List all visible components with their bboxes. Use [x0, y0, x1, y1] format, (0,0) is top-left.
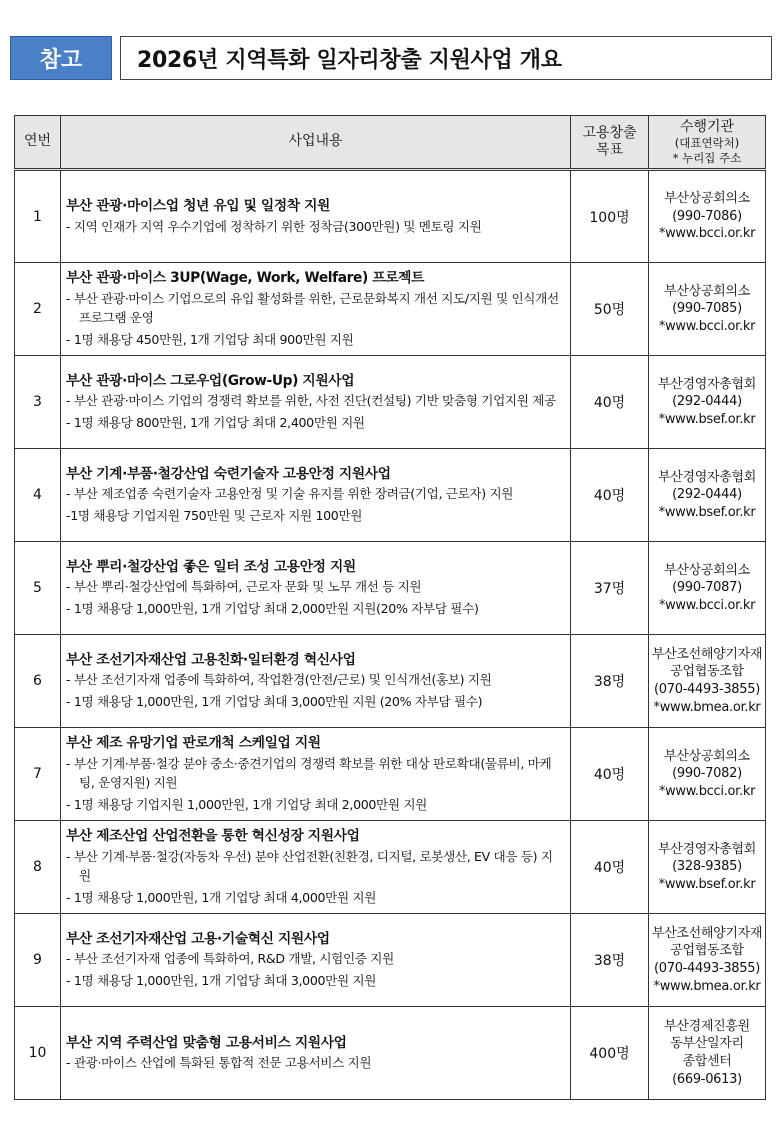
- table-row: [15, 542, 766, 635]
- agency-info-line: (990-7086): [672, 208, 742, 224]
- employment-goal: 40명: [571, 449, 649, 542]
- agency-info-line: *www.bcci.or.kr: [658, 597, 756, 613]
- program-detail: - 부산 제조업종 숙련기술자 고용안정 및 기술 유지를 위한 장려금(기업, 근로자) 지원: [66, 486, 514, 502]
- agency-info-line: 부산상공회의소: [664, 562, 750, 578]
- employment-goal: 400명: [571, 1007, 649, 1100]
- row-number: 10: [15, 1007, 61, 1100]
- agency-info-line: *www.bmea.or.kr: [653, 699, 761, 715]
- row-number: 8: [15, 821, 61, 914]
- row-description: [61, 821, 571, 914]
- employment-goal: 38명: [571, 635, 649, 728]
- header-goal-line2: 목표: [595, 142, 624, 158]
- program-detail: - 부산 조선기자재 업종에 특화하여, 작업환경(안전/근로) 및 인식개선(홍보) 지원: [66, 672, 492, 688]
- program-title: 부산 관광·마이스 그로우업(Grow-Up) 지원사업: [66, 372, 355, 389]
- row-description: [61, 263, 571, 356]
- program-title: 부산 조선기자재산업 고용친화·일터환경 혁신사업: [66, 651, 356, 668]
- table-row: [15, 1007, 766, 1100]
- row-number: 9: [15, 914, 61, 1007]
- program-detail: - 지역 인재가 지역 우수기업에 정착하기 위한 정착금(300만원) 및 멘토링 지원: [66, 218, 482, 234]
- table-row: [15, 356, 766, 449]
- operating-agency: [649, 542, 766, 635]
- program-title: 부산 제조산업 산업전환을 통한 혁신성장 지원사업: [66, 828, 360, 845]
- row-description: [61, 635, 571, 728]
- agency-info-line: 공업협동조합: [670, 943, 744, 959]
- employment-goal: 100명: [571, 170, 649, 263]
- program-detail: - 부산 기계·부품·철강(자동차 우선) 분야 산업전환(친환경, 디지털, 로봇생산, EV 대응 등) 지원: [66, 849, 553, 883]
- table-row: [15, 635, 766, 728]
- row-description: [61, 542, 571, 635]
- agency-info-line: (070-4493-3855): [653, 961, 760, 976]
- row-description: [61, 914, 571, 1007]
- operating-agency: [649, 728, 766, 821]
- row-number: 7: [15, 728, 61, 821]
- agency-info-line: (328-9385): [672, 859, 742, 875]
- agency-info-line: (990-7085): [672, 301, 742, 317]
- agency-info-line: (990-7082): [672, 766, 742, 782]
- row-description: [61, 170, 571, 263]
- program-detail: - 1명 채용당 1,000만원, 1개 기업당 최대 3,000만원 지원: [66, 973, 377, 989]
- table-row: [15, 914, 766, 1007]
- program-detail: - 관광·마이스 산업에 특화된 통합적 전문 고용서비스 지원: [66, 1055, 372, 1071]
- agency-info-line: (070-4493-3855): [653, 682, 760, 697]
- agency-info-line: *www.bsef.or.kr: [658, 876, 756, 892]
- operating-agency: [649, 1007, 766, 1100]
- document-header: [10, 36, 772, 82]
- agency-info-line: *www.bcci.or.kr: [658, 318, 756, 334]
- operating-agency: [649, 914, 766, 1007]
- program-title: 부산 제조 유망기업 판로개척 스케일업 지원: [66, 735, 321, 752]
- employment-goal: 40명: [571, 821, 649, 914]
- agency-info-line: (669-0613): [672, 1071, 742, 1087]
- table-row: [15, 263, 766, 356]
- agency-info-line: 공업협동조합: [670, 664, 744, 680]
- agency-info-line: 부산상공회의소: [664, 191, 750, 207]
- program-detail: - 부산 관광·마이스 기업으로의 유입 활성화를 위한, 근로문화복지 개선 지도/지원 및 인식개선 프로그램 운영: [66, 291, 559, 325]
- agency-info-line: 부산조선해양기자재: [651, 925, 763, 941]
- table-row: [15, 728, 766, 821]
- agency-info-line: (292-0444): [672, 487, 742, 503]
- operating-agency: [649, 821, 766, 914]
- program-title: 부산 관광·마이스업 청년 유입 및 일정착 지원: [66, 198, 330, 215]
- row-description: [61, 728, 571, 821]
- program-title: 부산 조선기자재산업 고용·기술혁신 지원사업: [66, 930, 330, 947]
- program-detail: - 부산 관광·마이스 기업의 경쟁력 확보를 위한, 사전 진단(컨설팅) 기반 맞춤형 기업지원 제공: [66, 393, 556, 409]
- program-detail: - 1명 채용당 1,000만원, 1개 기업당 최대 3,000만원 지원 (20% 자부담 필수): [66, 694, 483, 710]
- table-row: [15, 170, 766, 263]
- agency-info-line: *www.bcci.or.kr: [658, 783, 756, 799]
- program-detail: - 부산 뿌리·철강산업에 특화하여, 근로자 문화 및 노무 개선 등 지원: [66, 579, 422, 595]
- agency-info-line: 종합센터: [682, 1054, 732, 1069]
- employment-goal: 37명: [571, 542, 649, 635]
- row-description: [61, 1007, 571, 1100]
- program-detail: -1명 채용당 기업지원 750만원 및 근로자 지원 100만원: [66, 508, 363, 524]
- agency-info-line: *www.bsef.or.kr: [658, 411, 756, 427]
- header-goal-line1: 고용창출: [582, 124, 637, 141]
- agency-info-line: *www.bsef.or.kr: [658, 504, 756, 520]
- program-detail: - 1명 채용당 1,000만원, 1개 기업당 최대 2,000만원 지원(20% 자부담 필수): [66, 601, 479, 617]
- header-content: 사업내용: [61, 116, 571, 170]
- employment-goal: 50명: [571, 263, 649, 356]
- agency-info-line: 부산상공회의소: [664, 283, 750, 299]
- employment-goal: 40명: [571, 728, 649, 821]
- reference-badge: 참고: [10, 36, 112, 80]
- agency-info-line: 부산상공회의소: [664, 748, 750, 764]
- agency-info-line: 부산경영자총협회: [657, 469, 757, 485]
- agency-info-line: (990-7087): [672, 580, 742, 596]
- table-header-row: [15, 116, 766, 170]
- program-detail: - 1명 채용당 800만원, 1개 기업당 최대 2,400만원 지원: [66, 415, 365, 431]
- operating-agency: [649, 356, 766, 449]
- program-detail: - 부산 기계·부품·철강 분야 중소·중견기업의 경쟁력 확보를 위한 대상 판로확대(물류비, 마케팅, 운영지원) 지원: [66, 756, 552, 790]
- row-number: 4: [15, 449, 61, 542]
- row-number: 1: [15, 170, 61, 263]
- agency-info-line: (292-0444): [672, 394, 742, 410]
- program-table: [14, 115, 766, 1100]
- agency-info-line: 부산경영자총협회: [657, 841, 757, 857]
- agency-info-line: 부산경영자총협회: [657, 376, 757, 392]
- program-detail: - 1명 채용당 450만원, 1개 기업당 최대 900만원 지원: [66, 331, 354, 347]
- row-number: 5: [15, 542, 61, 635]
- header-goal: [571, 116, 649, 170]
- row-number: 2: [15, 263, 61, 356]
- operating-agency: [649, 449, 766, 542]
- agency-info-line: *www.bmea.or.kr: [653, 978, 761, 994]
- program-detail: - 1명 채용당 기업지원 1,000만원, 1개 기업당 최대 2,000만원 지원: [66, 796, 427, 812]
- operating-agency: [649, 635, 766, 728]
- agency-info-line: 부산경제진흥원: [664, 1018, 750, 1034]
- header-org-line1: 수행기관: [679, 118, 735, 135]
- operating-agency: [649, 263, 766, 356]
- header-no: 연번: [15, 116, 61, 170]
- row-number: 3: [15, 356, 61, 449]
- agency-info-line: 부산조선해양기자재: [651, 646, 763, 662]
- document-title: 2026년 지역특화 일자리창출 지원사업 개요: [120, 36, 772, 80]
- header-org-line2: (대표연락처): [674, 136, 740, 151]
- program-detail: - 1명 채용당 1,000만원, 1개 기업당 최대 4,000만원 지원: [66, 889, 377, 905]
- program-title: 부산 뿌리·철강산업 좋은 일터 조성 고용안정 지원: [66, 558, 356, 575]
- table-row: [15, 449, 766, 542]
- row-description: [61, 449, 571, 542]
- header-org-line3: * 누리집 주소: [672, 150, 742, 165]
- agency-info-line: 동부산일자리: [670, 1036, 744, 1052]
- program-detail: - 부산 조선기자재 업종에 특화하여, R&D 개발, 시험인증 지원: [66, 951, 394, 967]
- agency-info-line: *www.bcci.or.kr: [658, 226, 756, 242]
- row-number: 6: [15, 635, 61, 728]
- program-title: 부산 관광·마이스 3UP(Wage, Work, Welfare) 프로젝트: [66, 270, 425, 287]
- program-title: 부산 기계·부품·철강산업 숙련기술자 고용안정 지원사업: [66, 465, 391, 482]
- employment-goal: 38명: [571, 914, 649, 1007]
- program-title: 부산 지역 주력산업 맞춤형 고용서비스 지원사업: [66, 1034, 347, 1051]
- employment-goal: 40명: [571, 356, 649, 449]
- operating-agency: [649, 170, 766, 263]
- row-description: [61, 356, 571, 449]
- header-org: [649, 116, 766, 170]
- table-row: [15, 821, 766, 914]
